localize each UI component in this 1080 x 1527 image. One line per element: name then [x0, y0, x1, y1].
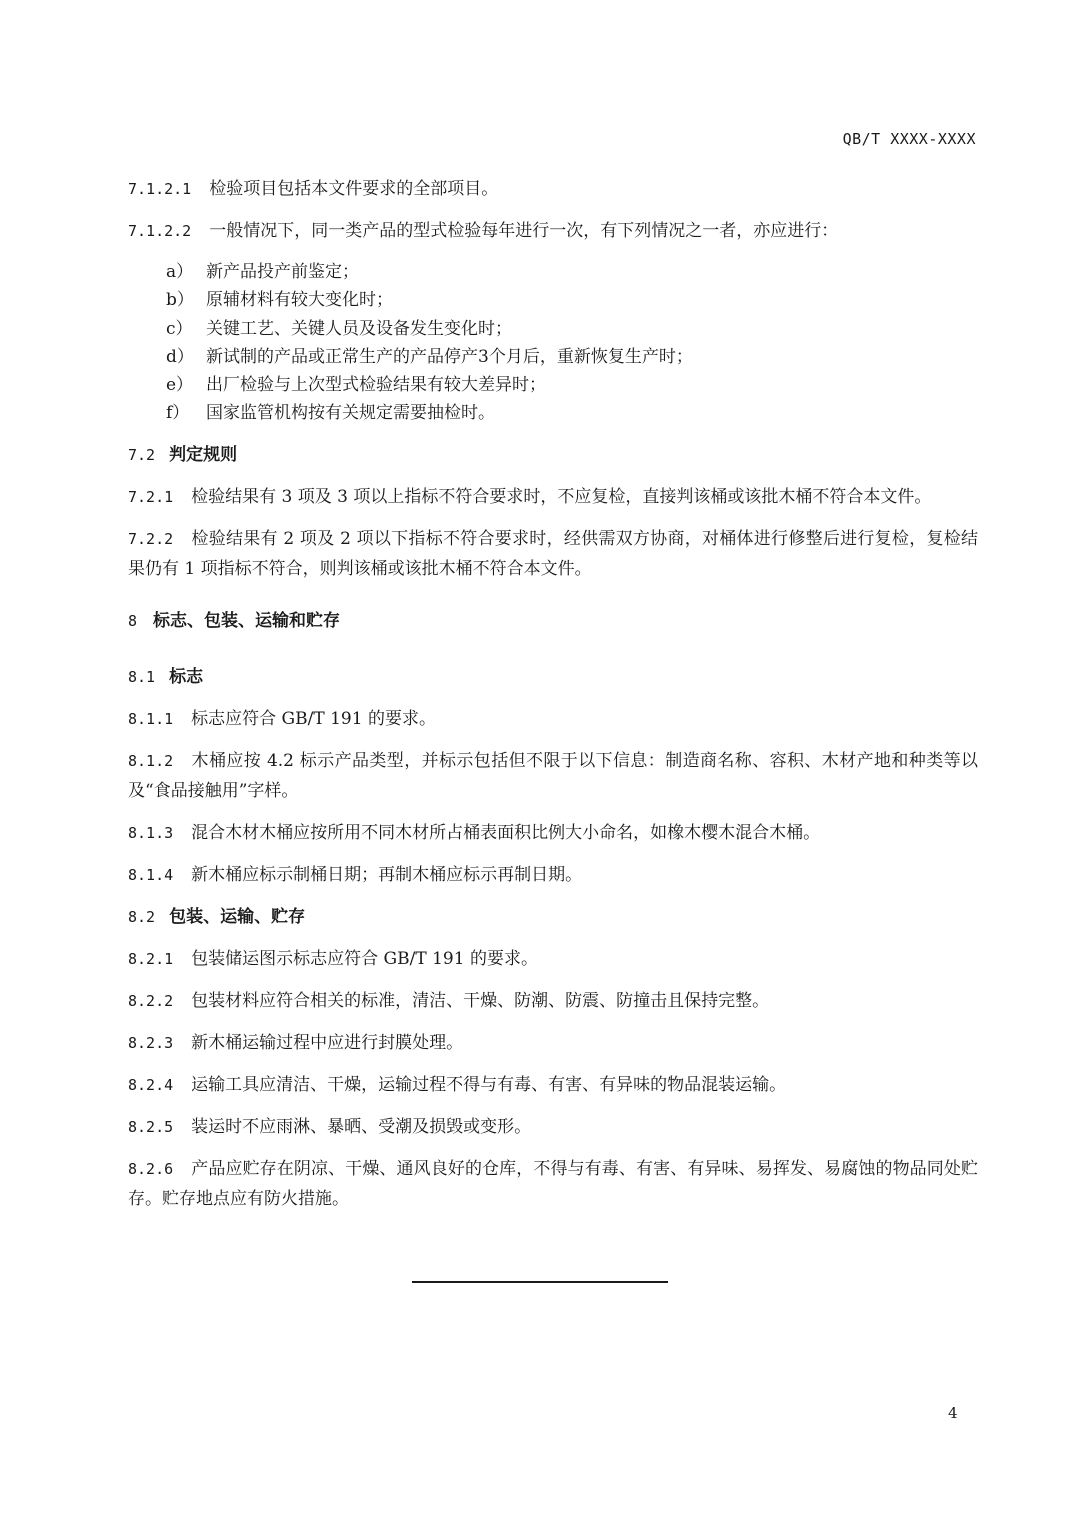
condition-list: [128, 258, 978, 428]
clause-number: 8.1.3: [128, 823, 174, 842]
clause-7-1-2-1: [128, 174, 978, 204]
section-heading-8-2: [128, 902, 978, 932]
section-title: 包装、运输、贮存: [169, 906, 306, 927]
list-item: [128, 286, 978, 314]
clause-8-1-1: [128, 704, 978, 734]
clause-text: 一般情况下，同一类产品的型式检验每年进行一次，有下列情况之一者，亦应进行：: [209, 221, 839, 241]
list-marker: c）: [166, 318, 193, 339]
section-number: 8.1: [128, 667, 156, 686]
section-title: 标志: [169, 666, 204, 687]
list-item: [128, 371, 978, 399]
clause-number: 7.1.2.1: [128, 180, 192, 198]
document-code: QB/T XXXX-XXXX: [842, 130, 976, 148]
list-text: 出厂检验与上次型式检验结果有较大差异时；: [206, 375, 546, 396]
clause-number: 8.1.1: [128, 709, 174, 728]
clause-text: 装运时不应雨淋、暴晒、受潮及损毁或变形。: [191, 1116, 532, 1137]
clause-number: 8.2.1: [128, 949, 174, 968]
list-text: 新试制的产品或正常生产的产品停产3个月后，重新恢复生产时；: [206, 346, 693, 367]
clause-8-2-1: [128, 944, 978, 974]
clause-8-2-3: [128, 1028, 978, 1058]
clause-text: 运输工具应清洁、干燥，运输过程不得与有毒、有害、有异味的物品混装运输。: [191, 1074, 787, 1095]
list-text: 原辅材料有较大变化时；: [206, 290, 393, 311]
clause-text: 新木桶应标示制桶日期；再制木桶应标示再制日期。: [191, 864, 583, 885]
clause-number: 8.2.6: [128, 1159, 174, 1178]
clause-8-2-5: [128, 1112, 978, 1142]
chapter-heading-8: [128, 606, 978, 636]
section-number: 7.2: [128, 445, 156, 464]
clause-text: 检验结果有 3 项及 3 项以上指标不符合要求时，不应复检，直接判该桶或该批木桶不符合本文件。: [191, 486, 932, 507]
list-marker: f）: [166, 403, 190, 424]
clause-8-1-4: [128, 860, 978, 890]
list-text: 关键工艺、关键人员及设备发生变化时；: [206, 318, 512, 339]
clause-8-2-6: [128, 1154, 978, 1214]
end-rule-divider: [412, 1281, 668, 1283]
list-marker: e）: [166, 375, 194, 396]
clause-text: 检验项目包括本文件要求的全部项目。: [209, 179, 499, 199]
clause-text: 包装材料应符合相关的标准，清洁、干燥、防潮、防震、防撞击且保持完整。: [191, 990, 770, 1011]
clause-number: 8.2.3: [128, 1033, 174, 1052]
chapter-title: 标志、包装、运输和贮存: [153, 610, 341, 631]
clause-8-1-3: [128, 818, 978, 848]
clause-8-1-2: [128, 746, 978, 806]
section-number: 8.2: [128, 907, 156, 926]
clause-7-2-2: [128, 524, 978, 584]
list-item: [128, 399, 978, 427]
clause-7-2-1: [128, 482, 978, 512]
clause-8-2-2: [128, 986, 978, 1016]
list-text: 国家监管机构按有关规定需要抽检时。: [206, 403, 495, 424]
clause-text: 产品应贮存在阴凉、干燥、通风良好的仓库，不得与有毒、有害、有异味、易挥发、易腐蚀的物品同处贮存。贮存地点应有防火措施。: [128, 1158, 978, 1209]
clause-7-1-2-2: [128, 216, 978, 246]
clause-text: 检验结果有 2 项及 2 项以下指标不符合要求时，经供需双方协商，对桶体进行修整后进行复检，复检结果仍有 1 项指标不符合，则判该桶或该批木桶不符合本文件。: [128, 528, 978, 579]
clause-number: 8.2.4: [128, 1075, 174, 1094]
clause-text: 新木桶运输过程中应进行封膜处理。: [191, 1032, 464, 1053]
list-marker: d）: [166, 346, 194, 367]
section-heading-7-2: [128, 440, 978, 470]
clause-text: 混合木材木桶应按所用不同木材所占桶表面积比例大小命名，如橡木樱木混合木桶。: [191, 822, 821, 843]
clause-number: 8.2.5: [128, 1117, 174, 1136]
clause-number: 7.2.1: [128, 487, 174, 506]
page-number: 4: [948, 1404, 958, 1422]
list-text: 新产品投产前鉴定；: [206, 262, 359, 282]
clause-number: 8.1.4: [128, 865, 174, 884]
chapter-number: 8: [128, 611, 138, 630]
list-item: [128, 315, 978, 343]
clause-text: 包装储运图示标志应符合 GB/T 191 的要求。: [191, 948, 538, 969]
list-marker: a）: [166, 262, 194, 282]
section-title: 判定规则: [169, 444, 238, 465]
clause-number: 8.2.2: [128, 991, 174, 1010]
list-item: [128, 343, 978, 371]
clause-text: 标志应符合 GB/T 191 的要求。: [191, 708, 436, 729]
clause-text: 木桶应按 4.2 标示产品类型，并标示包括但不限于以下信息：制造商名称、容积、木材产地和种类等以及“食品接触用”字样。: [128, 750, 978, 801]
clause-number: 8.1.2: [128, 751, 174, 770]
list-item: [128, 258, 978, 286]
clause-number: 7.1.2.2: [128, 222, 192, 240]
list-marker: b）: [166, 290, 194, 311]
clause-number: 7.2.2: [128, 529, 174, 548]
section-heading-8-1: [128, 662, 978, 692]
clause-8-2-4: [128, 1070, 978, 1100]
document-body: [128, 174, 978, 1226]
